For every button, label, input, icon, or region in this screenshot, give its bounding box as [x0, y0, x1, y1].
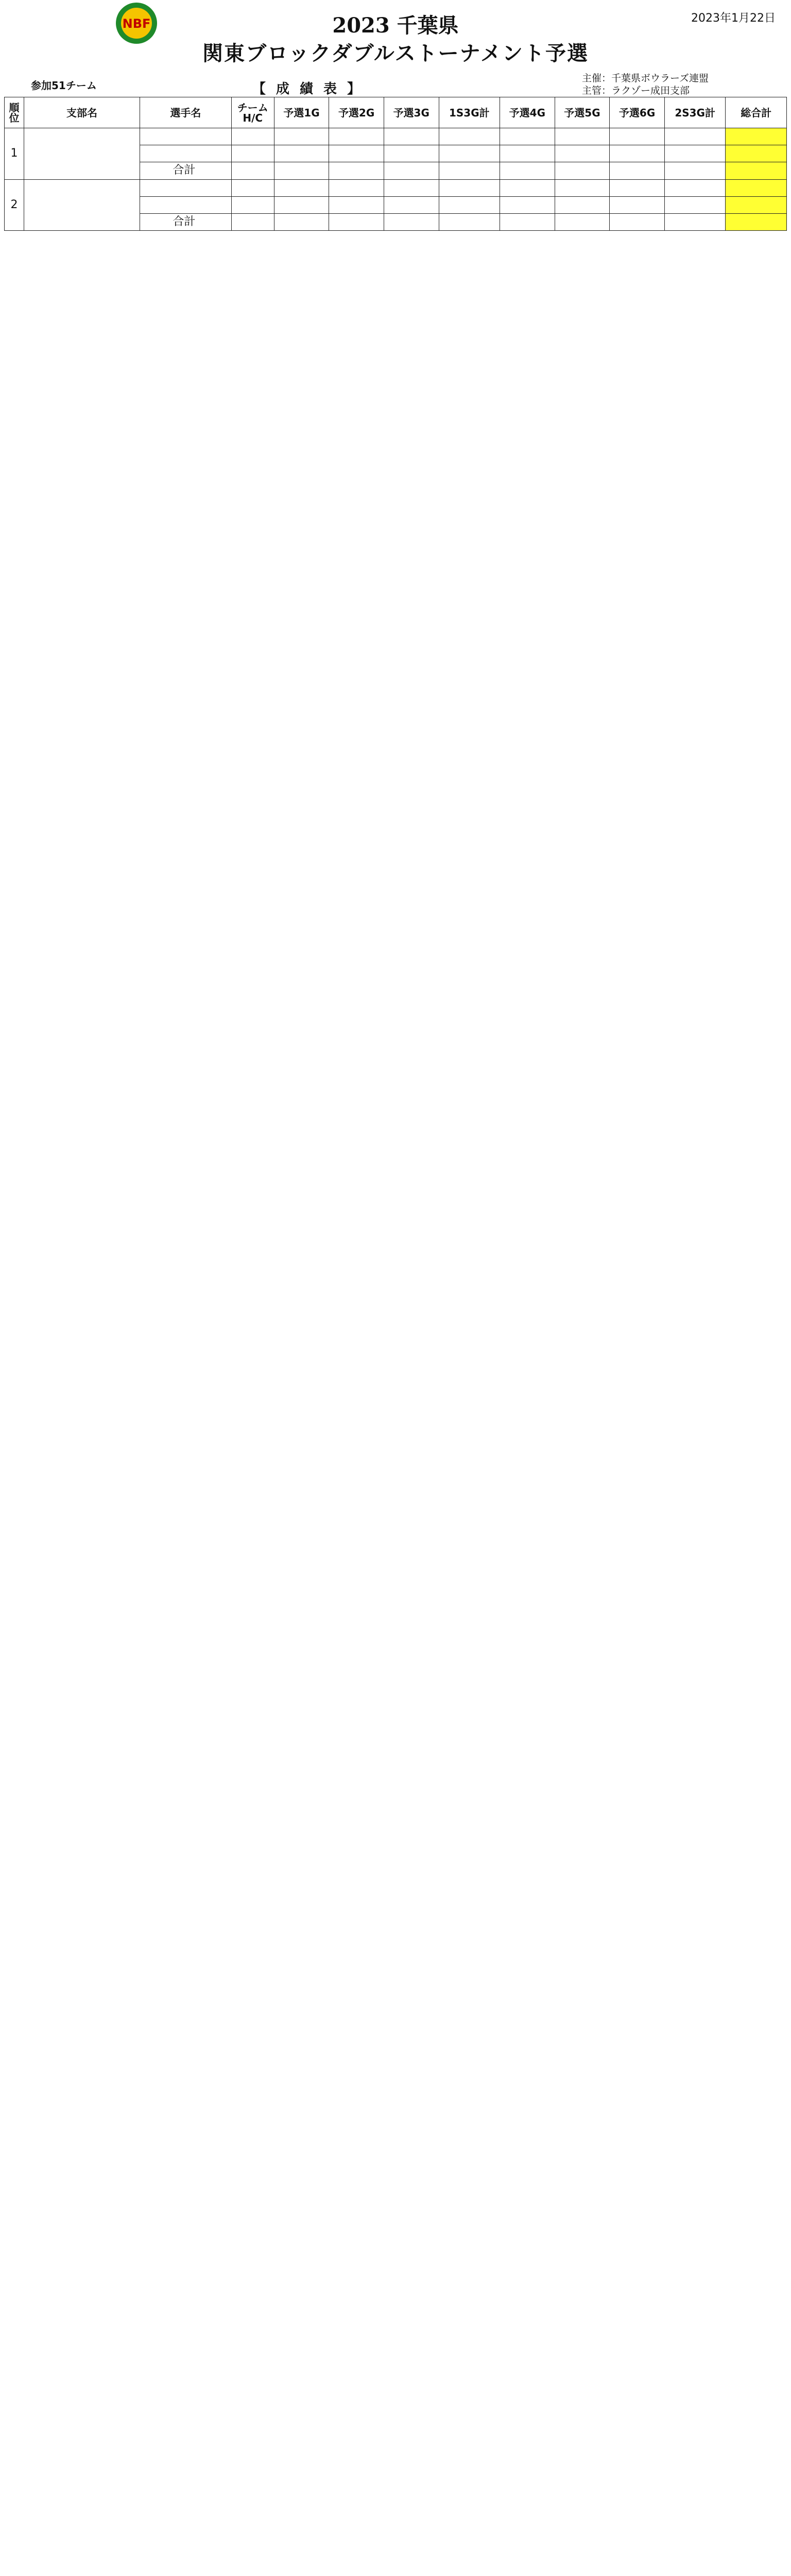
score-g6 — [610, 179, 665, 196]
score-g4 — [500, 128, 555, 145]
score-total — [726, 128, 787, 145]
col-total: 総合計 — [726, 97, 787, 128]
score-g6 — [610, 196, 665, 213]
score-g4 — [500, 196, 555, 213]
score-g4 — [500, 162, 555, 179]
score-table — [4, 97, 787, 231]
score-g4 — [500, 179, 555, 196]
score-g3 — [384, 213, 439, 230]
score-g2 — [329, 162, 384, 179]
participants-count: 参加51チーム — [31, 79, 97, 92]
score-g1 — [274, 128, 329, 145]
col-g1: 予選1G — [274, 97, 329, 128]
score-total — [726, 213, 787, 230]
publication-date: 2023年1月22日 — [691, 12, 776, 25]
col-g4: 予選4G — [500, 97, 555, 128]
score-hc — [231, 179, 274, 196]
score-g6 — [610, 128, 665, 145]
col-player: 選手名 — [140, 97, 232, 128]
score-hc — [231, 128, 274, 145]
col-hc: チームH/C — [231, 97, 274, 128]
score-g1 — [274, 213, 329, 230]
score-g5 — [555, 128, 610, 145]
rank-cell: 1 — [5, 128, 24, 180]
organizers — [582, 72, 709, 97]
score-g4 — [500, 145, 555, 162]
player-row — [5, 179, 787, 196]
col-s2: 2S3G計 — [664, 97, 725, 128]
score-g4 — [500, 213, 555, 230]
score-g1 — [274, 162, 329, 179]
score-s2 — [664, 213, 725, 230]
col-team: 支部名 — [24, 97, 140, 128]
subtotal-label: 合計 — [140, 162, 232, 179]
score-s2 — [664, 196, 725, 213]
col-g2: 予選2G — [329, 97, 384, 128]
subtotal-label: 合計 — [140, 213, 232, 230]
score-g5 — [555, 179, 610, 196]
score-g5 — [555, 145, 610, 162]
score-s1 — [439, 162, 500, 179]
score-g2 — [329, 128, 384, 145]
score-g3 — [384, 179, 439, 196]
score-g6 — [610, 213, 665, 230]
nbf-logo-text: NBF — [122, 16, 151, 31]
score-g2 — [329, 196, 384, 213]
score-g6 — [610, 145, 665, 162]
col-rank: 順位 — [5, 97, 24, 128]
organizer-host: 主催：千葉県ボウラーズ連盟 — [582, 73, 709, 84]
player-name — [140, 179, 232, 196]
score-s2 — [664, 179, 725, 196]
score-g5 — [555, 213, 610, 230]
score-g5 — [555, 162, 610, 179]
col-g3: 予選3G — [384, 97, 439, 128]
score-s2 — [664, 162, 725, 179]
score-hc — [231, 196, 274, 213]
score-g1 — [274, 196, 329, 213]
player-row — [5, 128, 787, 145]
score-s1 — [439, 128, 500, 145]
score-s1 — [439, 179, 500, 196]
player-name — [140, 145, 232, 162]
score-total — [726, 162, 787, 179]
score-g5 — [555, 196, 610, 213]
score-s2 — [664, 128, 725, 145]
page-header — [0, 0, 791, 97]
score-s1 — [439, 196, 500, 213]
score-g3 — [384, 145, 439, 162]
col-s1: 1S3G計 — [439, 97, 500, 128]
score-s2 — [664, 145, 725, 162]
player-name — [140, 196, 232, 213]
score-g1 — [274, 179, 329, 196]
score-g2 — [329, 179, 384, 196]
score-total — [726, 179, 787, 196]
score-s1 — [439, 213, 500, 230]
team-name-cell — [24, 179, 140, 231]
sub-title: 関東ブロックダブルストーナメント予選 — [202, 41, 589, 65]
score-total — [726, 145, 787, 162]
score-hc — [231, 145, 274, 162]
header-row — [5, 97, 787, 128]
score-g6 — [610, 162, 665, 179]
rank-cell: 2 — [5, 179, 24, 231]
score-total — [726, 196, 787, 213]
player-name — [140, 128, 232, 145]
score-g3 — [384, 162, 439, 179]
score-body — [5, 128, 787, 231]
main-title: 2023 千葉県 — [332, 13, 459, 38]
col-g6: 予選6G — [610, 97, 665, 128]
organizer-manager: 主管：ラクゾー成田支部 — [582, 85, 690, 96]
col-g5: 予選5G — [555, 97, 610, 128]
score-g3 — [384, 128, 439, 145]
results-label: 【成績表】 — [252, 81, 371, 97]
score-g2 — [329, 145, 384, 162]
score-g1 — [274, 145, 329, 162]
score-hc — [231, 162, 274, 179]
team-name-cell — [24, 128, 140, 180]
score-s1 — [439, 145, 500, 162]
score-hc — [231, 213, 274, 230]
score-g3 — [384, 196, 439, 213]
score-g2 — [329, 213, 384, 230]
